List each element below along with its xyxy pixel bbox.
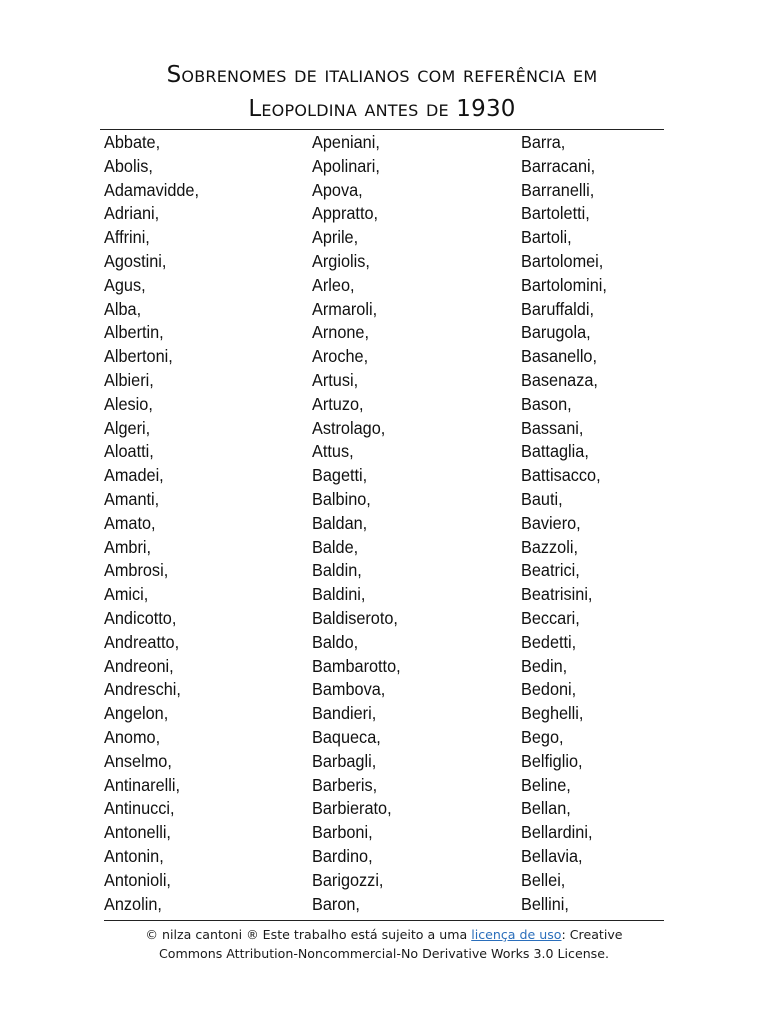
- surname-entry: Barboni,: [312, 822, 373, 843]
- surname-entry: Beatrici,: [521, 560, 580, 581]
- footer-line-1: [100, 925, 668, 944]
- surname-entry: Ambri,: [104, 536, 152, 557]
- surname-entry: Andicotto,: [104, 607, 177, 628]
- surname-entry: Bartoli,: [521, 227, 572, 248]
- surname-entry: Basanello,: [521, 346, 598, 367]
- surname-entry: Belfiglio,: [521, 750, 583, 771]
- surname-entry: Bazzoli,: [521, 536, 578, 557]
- footer-prefix: © nilza cantoni ® Este trabalho está sujeito a uma: [145, 927, 472, 942]
- surname-column-1: [104, 131, 206, 916]
- surname-entry: Antonioli,: [104, 869, 171, 890]
- surname-entry: Barbierato,: [312, 798, 392, 819]
- surname-entry: Beccari,: [521, 607, 580, 628]
- surname-entry: Adamavidde,: [104, 179, 200, 200]
- footer-line-2: Commons Attribution-Noncommercial-No Derivative Works 3.0 License.: [158, 946, 609, 961]
- surname-entry: Beatrisini,: [521, 584, 593, 605]
- surname-entry: Baldo,: [312, 631, 359, 652]
- surname-entry: Agostini,: [104, 250, 167, 271]
- surname-entry: Basenaza,: [521, 369, 598, 390]
- surname-entry: Bego,: [521, 726, 564, 747]
- surname-entry: Bartolomini,: [521, 274, 607, 295]
- surname-entry: Attus,: [312, 441, 354, 462]
- surname-entry: Bedoni,: [521, 679, 577, 700]
- surname-entry: Baron,: [312, 893, 360, 914]
- surname-entry: Algeri,: [104, 417, 151, 438]
- surname-entry: Baviero,: [521, 512, 581, 533]
- surname-entry: Baldiseroto,: [312, 607, 398, 628]
- surname-entry: Bartoletti,: [521, 203, 590, 224]
- footer-suffix: : Creative: [561, 927, 623, 942]
- title-divider: [100, 129, 664, 130]
- license-footer: [100, 925, 668, 963]
- surname-entry: Balbino,: [312, 488, 371, 509]
- surname-entry: Amanti,: [104, 488, 160, 509]
- surname-entry: Balde,: [312, 536, 359, 557]
- surname-entry: Anomo,: [104, 726, 161, 747]
- surname-entry: Amadei,: [104, 465, 164, 486]
- surname-entry: Appratto,: [312, 203, 379, 224]
- surname-column-2: [312, 131, 407, 916]
- surname-entry: Bedetti,: [521, 631, 577, 652]
- surname-entry: Aprile,: [312, 227, 359, 248]
- surname-entry: Baldini,: [312, 584, 366, 605]
- title-line-1: Sobrenomes de italianos com referência em: [166, 62, 598, 88]
- surname-entry: Angelon,: [104, 703, 169, 724]
- surname-entry: Abbate,: [104, 132, 161, 152]
- surname-entry: Alesio,: [104, 393, 153, 414]
- surname-entry: Argiolis,: [312, 250, 370, 271]
- surname-entry: Anzolin,: [104, 893, 162, 914]
- surname-entry: Aroche,: [312, 346, 369, 367]
- surname-entry: Barberis,: [312, 774, 378, 795]
- surname-entry: Astrolago,: [312, 417, 386, 438]
- surname-entry: Agus,: [104, 274, 146, 295]
- surname-entry: Baldan,: [312, 512, 368, 533]
- surname-entry: Affrini,: [104, 227, 150, 248]
- surname-entry: Andreatto,: [104, 631, 180, 652]
- surname-entry: Aloatti,: [104, 441, 154, 462]
- surname-entry: Amici,: [104, 584, 149, 605]
- surname-entry: Bagetti,: [312, 465, 368, 486]
- surname-entry: Armaroli,: [312, 298, 378, 319]
- footer-divider: [104, 920, 664, 921]
- surname-entry: Battisacco,: [521, 465, 601, 486]
- surname-entry: Bellini,: [521, 893, 569, 914]
- surname-entry: Arleo,: [312, 274, 355, 295]
- surname-entry: Bellei,: [521, 869, 566, 890]
- surname-entry: Bason,: [521, 393, 572, 414]
- surname-entry: Barugola,: [521, 322, 591, 343]
- surname-entry: Battaglia,: [521, 441, 589, 462]
- surname-entry: Andreschi,: [104, 679, 181, 700]
- surname-entry: Bardino,: [312, 845, 373, 866]
- surname-entry: Baqueca,: [312, 726, 381, 747]
- surname-columns: [104, 131, 664, 915]
- surname-entry: Adriani,: [104, 203, 160, 224]
- surname-entry: Albieri,: [104, 369, 154, 390]
- surname-entry: Andreoni,: [104, 655, 174, 676]
- surname-entry: Alba,: [104, 298, 142, 319]
- surname-entry: Antonin,: [104, 845, 164, 866]
- surname-entry: Bellan,: [521, 798, 571, 819]
- surname-entry: Barranelli,: [521, 179, 595, 200]
- surname-entry: Apolinari,: [312, 155, 380, 176]
- surname-entry: Bambova,: [312, 679, 386, 700]
- surname-entry: Bassani,: [521, 417, 584, 438]
- surname-entry: Bambarotto,: [312, 655, 401, 676]
- surname-entry: Bellardini,: [521, 822, 593, 843]
- surname-entry: Artusi,: [312, 369, 359, 390]
- surname-entry: Baruffaldi,: [521, 298, 594, 319]
- surname-entry: Abolis,: [104, 155, 153, 176]
- surname-entry: Beghelli,: [521, 703, 584, 724]
- document-title: [100, 58, 664, 126]
- surname-entry: Albertin,: [104, 322, 164, 343]
- surname-column-3: [521, 131, 613, 916]
- surname-entry: Apova,: [312, 179, 363, 200]
- surname-entry: Barracani,: [521, 155, 596, 176]
- surname-entry: Anselmo,: [104, 750, 172, 771]
- title-line-2: Leopoldina antes de 1930: [248, 96, 516, 122]
- surname-entry: Barigozzi,: [312, 869, 384, 890]
- surname-entry: Amato,: [104, 512, 156, 533]
- surname-entry: Antonelli,: [104, 822, 171, 843]
- surname-entry: Bandieri,: [312, 703, 377, 724]
- surname-entry: Baldin,: [312, 560, 362, 581]
- surname-entry: Antinarelli,: [104, 774, 180, 795]
- surname-entry: Bartolomei,: [521, 250, 604, 271]
- surname-entry: Artuzo,: [312, 393, 364, 414]
- surname-entry: Barra,: [521, 132, 566, 152]
- surname-entry: Barbagli,: [312, 750, 377, 771]
- surname-entry: Ambrosi,: [104, 560, 169, 581]
- surname-entry: Beline,: [521, 774, 571, 795]
- surname-entry: Albertoni,: [104, 346, 173, 367]
- surname-entry: Bellavia,: [521, 845, 583, 866]
- surname-entry: Apeniani,: [312, 132, 380, 152]
- surname-entry: Antinucci,: [104, 798, 175, 819]
- surname-entry: Bauti,: [521, 488, 563, 509]
- license-link[interactable]: licença de uso: [471, 927, 562, 942]
- surname-entry: Arnone,: [312, 322, 370, 343]
- surname-entry: Bedin,: [521, 655, 568, 676]
